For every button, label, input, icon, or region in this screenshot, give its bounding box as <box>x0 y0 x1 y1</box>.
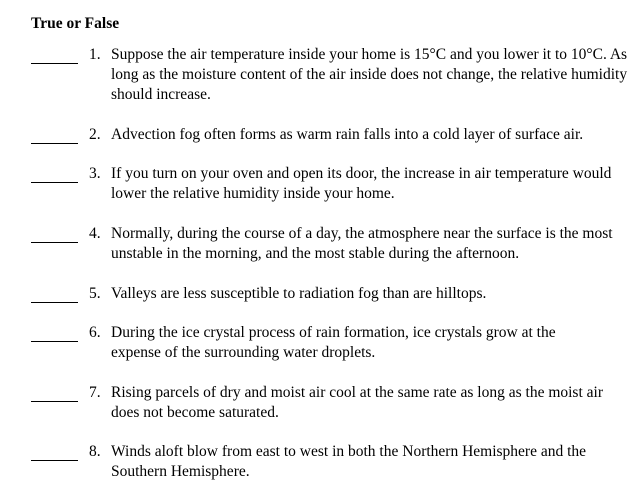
question-number: 4. <box>89 225 101 242</box>
question-text-line: lower the relative humidity inside your home. <box>111 185 395 202</box>
answer-blank[interactable] <box>31 302 78 303</box>
question-text-line: should increase. <box>111 86 211 103</box>
question-text <box>111 125 640 145</box>
question-text <box>111 442 640 482</box>
question-text-line: Southern Hemisphere. <box>111 463 250 480</box>
question-text-line: During the ice crystal process of rain formation, ice crystals grow at the <box>111 324 556 341</box>
question-text-line: Normally, during the course of a day, the atmosphere near the surface is the most <box>111 225 613 242</box>
question-text-line: Rising parcels of dry and moist air cool at the same rate as long as the moist air <box>111 384 603 401</box>
question-number: 1. <box>89 46 101 63</box>
answer-blank[interactable] <box>31 143 78 144</box>
question-text-line: unstable in the morning, and the most stable during the afternoon. <box>111 245 520 262</box>
answer-blank[interactable] <box>31 63 78 64</box>
question-number: 6. <box>89 324 101 341</box>
question-text <box>111 45 640 105</box>
question-number: 8. <box>89 443 101 460</box>
question-number: 5. <box>89 285 101 302</box>
question-text-line: expense of the surrounding water droplets. <box>111 344 376 361</box>
question-text-line: Valleys are less susceptible to radiation fog than are hilltops. <box>111 285 487 302</box>
question-text-line: If you turn on your oven and open its door, the increase in air temperature would <box>111 165 612 182</box>
answer-blank[interactable] <box>31 341 78 342</box>
question-text <box>111 284 640 304</box>
answer-blank[interactable] <box>31 242 78 243</box>
question-text-line: Winds aloft blow from east to west in both the Northern Hemisphere and the <box>111 443 587 460</box>
question-text-line: long as the moisture content of the air inside does not change, the relative humidity <box>111 66 628 83</box>
question-number: 2. <box>89 126 101 143</box>
question-text-line: Advection fog often forms as warm rain falls into a cold layer of surface air. <box>111 126 584 143</box>
answer-blank[interactable] <box>31 460 78 461</box>
answer-blank[interactable] <box>31 182 78 183</box>
question-text <box>111 323 640 363</box>
question-text-line: Suppose the air temperature inside your home is 15°C and you lower it to 10°C. As <box>111 46 628 63</box>
question-number: 3. <box>89 165 101 182</box>
answer-blank[interactable] <box>31 401 78 402</box>
question-text-line: does not become saturated. <box>111 404 279 421</box>
question-text <box>111 164 640 204</box>
question-text <box>111 383 640 423</box>
question-number: 7. <box>89 384 101 401</box>
section-heading: True or False <box>31 15 120 32</box>
question-text <box>111 224 640 264</box>
